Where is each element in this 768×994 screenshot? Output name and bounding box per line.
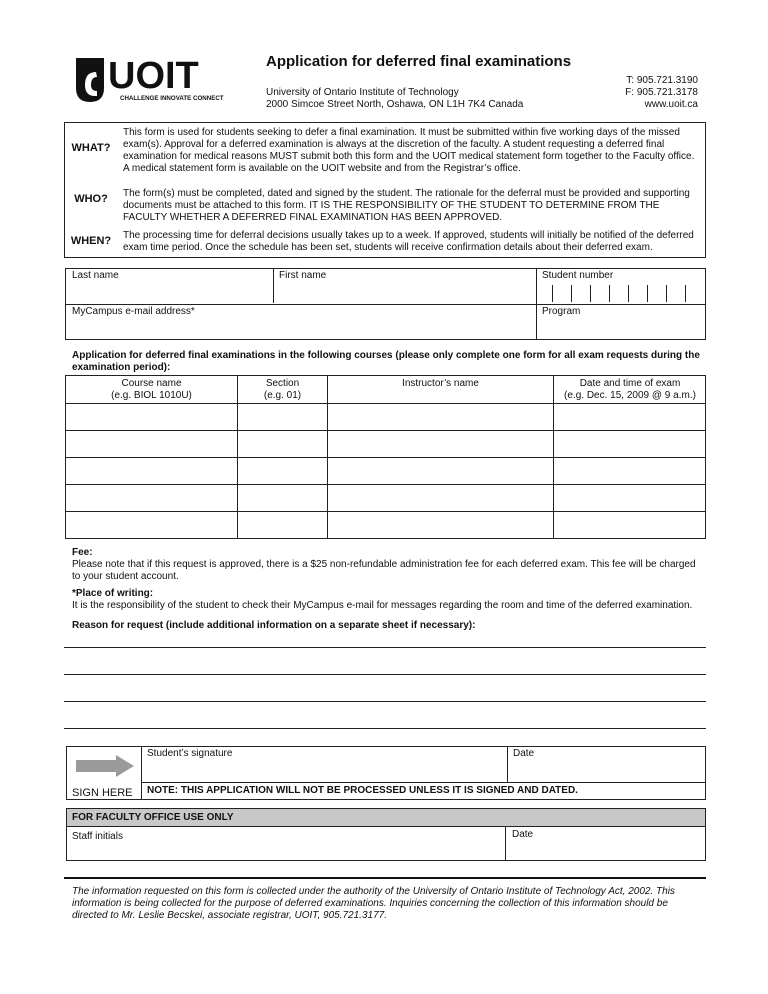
table-row[interactable]	[66, 404, 705, 430]
student-signature-label: Student’s signature	[147, 748, 233, 759]
university-name: University of Ontario Institute of Technology	[266, 87, 459, 98]
fax-number: F: 905.721.3178	[625, 87, 698, 98]
table-row[interactable]	[66, 431, 705, 457]
reason-line[interactable]	[64, 674, 706, 675]
col-date-header	[554, 378, 706, 402]
signature-date-field[interactable]	[509, 761, 705, 781]
student-number-label: Student number	[542, 270, 614, 281]
last-name-field[interactable]	[67, 283, 272, 303]
student-info-grid	[65, 268, 706, 340]
place-section	[72, 588, 702, 612]
col-course-label: Course name	[121, 378, 182, 389]
first-name-field[interactable]	[275, 283, 535, 303]
reason-line[interactable]	[64, 701, 706, 702]
contact-block	[625, 75, 698, 111]
website-link[interactable]: www.uoit.ca	[644, 99, 698, 110]
when-text: The processing time for deferral decisions usually takes up to a week. If approved, students will initially be notified of the deferred exam time period. Once the schedule has been set, students will receive confirmation details about their deferred exam.	[123, 230, 694, 253]
faculty-date-label: Date	[512, 829, 534, 840]
program-label: Program	[542, 306, 581, 317]
col-course-header	[66, 378, 237, 402]
faculty-date-field[interactable]	[508, 843, 704, 859]
reason-line[interactable]	[64, 647, 706, 648]
last-name-label: Last name	[72, 270, 119, 281]
table-row[interactable]	[66, 485, 705, 511]
what-text: This form is used for students seeking to defer a final examination. It must be submitted within five working days of the missed exam(s). Approval for a deferred examination is always at the discretion of the faculty. A student requesting a deferred final examination for medical reasons MUST submit both this form and the UOIT medical statement form together to the Faculty office. A medical statement form is available on the UOIT website and from the Registrar’s office.	[123, 127, 695, 174]
faculty-office-box	[66, 808, 706, 861]
signature-date-label: Date	[513, 748, 535, 759]
signature-note: NOTE: THIS APPLICATION WILL NOT BE PROCESSED UNLESS IT IS SIGNED AND DATED.	[147, 785, 578, 796]
table-row[interactable]	[66, 512, 705, 538]
col-date-label: Date and time of exam	[579, 378, 681, 389]
footer-notice: The information requested on this form is collected under the authority of the University of Ontario Institute of Technology Act, 2002. This information is being collected for the purpose of deferred examinations. Inquiries concerning the collection of this information should be directed to Mr. Leslie Becskei, associate registrar, UOIT, 905.721.3177.	[72, 886, 675, 921]
staff-initials-field[interactable]	[69, 843, 503, 859]
logo-tagline: CHALLENGE INNOVATE CONNECT	[120, 95, 224, 102]
form-title: Application for deferred final examinations	[266, 53, 572, 70]
email-label: MyCampus e-mail address*	[72, 306, 195, 317]
fee-title: Fee:	[72, 547, 93, 558]
courses-table	[65, 375, 706, 539]
sign-here-label: SIGN HERE	[72, 787, 133, 799]
program-field[interactable]	[538, 319, 704, 339]
fee-section	[72, 547, 702, 583]
uoit-shield-icon	[72, 54, 238, 104]
faculty-office-header	[67, 809, 705, 827]
who-text: The form(s) must be completed, dated and signed by the student. The rationale for the deferral must be provided and supporting documents must be attached to this form. IT IS THE RESPONSIBILITY OF THE STUDENT TO DETERMINE FROM THE FACULTY WHETHER A DEFERRED FINAL EXAMINATION HAS BEEN APPROVED.	[123, 188, 690, 223]
logo-wordmark: UOIT	[108, 55, 199, 97]
col-date-example: (e.g. Dec. 15, 2009 @ 9 a.m.)	[564, 390, 696, 401]
place-title: *Place of writing:	[72, 588, 154, 599]
uoit-logo	[72, 54, 238, 104]
phone-number: T: 905.721.3190	[626, 75, 698, 86]
university-block	[266, 87, 523, 111]
university-address: 2000 Simcoe Street North, Oshawa, ON L1H 7K4 Canada	[266, 99, 524, 110]
who-label: WHO?	[74, 193, 108, 205]
col-section-label: Section	[265, 378, 300, 389]
fee-text: Please note that if this request is approved, there is a $25 non-refundable administration fee for each deferred exam. This fee will be charged to your student account.	[72, 559, 696, 582]
col-instructor-label: Instructor’s name	[402, 378, 479, 389]
reason-title: Reason for request (include additional information on a separate sheet if necessary):	[72, 620, 476, 631]
signature-box	[66, 746, 706, 800]
what-label: WHAT?	[71, 142, 111, 154]
place-text: It is the responsibility of the student to check their MyCampus e-mail for messages regarding the room and time of the deferred examination.	[72, 600, 693, 611]
arrow-right-icon	[76, 755, 134, 777]
when-label: WHEN?	[70, 235, 112, 247]
reason-line[interactable]	[64, 728, 706, 729]
footer-divider	[64, 877, 706, 879]
col-section-header	[238, 378, 327, 402]
table-row[interactable]	[66, 458, 705, 484]
faculty-office-heading: FOR FACULTY OFFICE USE ONLY	[72, 812, 234, 823]
email-field[interactable]	[67, 319, 535, 339]
col-course-example: (e.g. BIOL 1010U)	[111, 390, 192, 401]
first-name-label: First name	[279, 270, 327, 281]
info-box	[64, 122, 706, 258]
courses-intro: Application for deferred final examinations in the following courses (please only complete one form for all exam requests during the examination period):	[72, 350, 700, 373]
col-instructor-header	[328, 378, 553, 390]
col-section-example: (e.g. 01)	[263, 390, 302, 401]
staff-initials-label: Staff initials	[72, 831, 123, 842]
student-number-field[interactable]	[552, 285, 686, 302]
student-signature-field[interactable]	[143, 761, 505, 781]
